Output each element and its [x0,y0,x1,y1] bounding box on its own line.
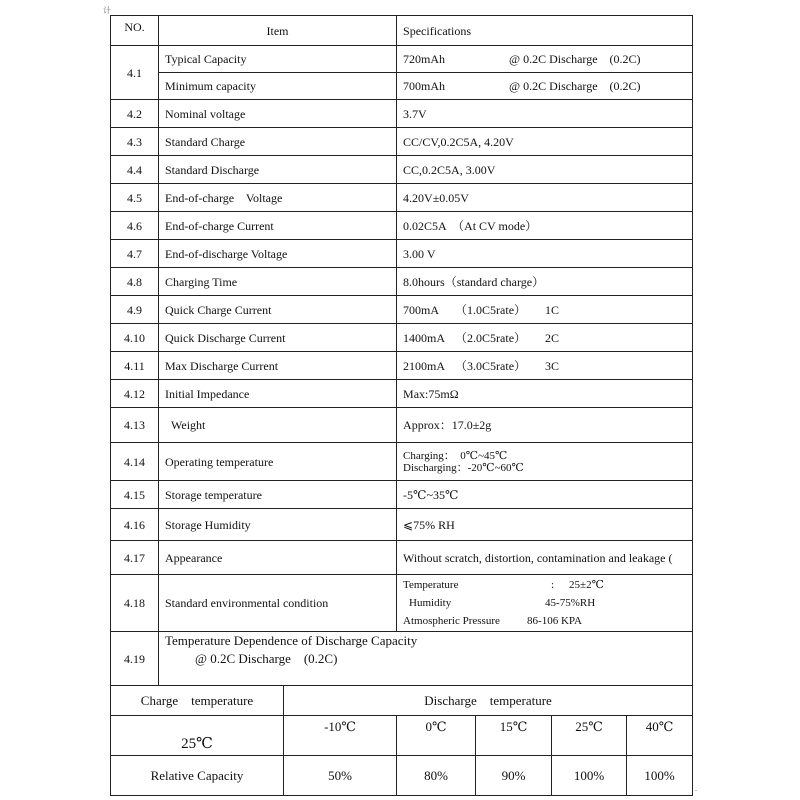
row-spec: ⩽75% RH [397,509,693,541]
min-value: 700mAh [403,79,446,93]
header-item: Item [159,16,397,46]
row-item: Operating temperature [159,443,397,481]
discharge-temp: 15℃ [476,716,552,756]
row-spec: 3.7V [397,100,693,128]
relative-capacity-value: 90% [476,756,552,796]
row-item: End-of-charge Voltage [159,184,397,212]
row-item: Quick Charge Current [159,296,397,324]
temp-dependence-title [159,632,693,686]
spec-row [111,575,693,632]
spec-table [110,15,693,796]
row-no: 4.18 [111,575,159,632]
row-no: 4.13 [111,408,159,443]
discharge-temp: 40℃ [627,716,693,756]
row-spec: 4.20V±0.05V [397,184,693,212]
row-no: 4.5 [111,184,159,212]
row-item: Initial Impedance [159,380,397,408]
row-item: Standard Discharge [159,156,397,184]
row-item: Typical Capacity [159,46,397,73]
discharging-range: Discharging：-20℃~60℃ [403,461,524,474]
row-spec: 8.0hours（standard charge） [397,268,693,296]
spec-row [111,268,693,296]
row-item: Nominal voltage [159,100,397,128]
discharge-temp-header: Discharge temperature [284,686,693,716]
row-item: Minimum capacity [159,73,397,100]
row-no: 4.1 [111,46,159,100]
c-multiple: 2C [545,330,560,345]
spec-row [111,100,693,128]
spec-row-4-1-typ [111,46,693,73]
temp-values-row [111,716,693,756]
relative-capacity-value: 50% [284,756,397,796]
env-colon: : [551,579,555,591]
end-dot: . [695,784,697,793]
row-spec [397,73,693,100]
env-humidity-value: 45-75%RH [545,597,596,609]
row-no: 4.17 [111,541,159,575]
row-spec [397,575,693,632]
row-item: Appearance [159,541,397,575]
row-spec [397,352,693,380]
current-value: 700mA [403,302,440,317]
discharge-temp: 25℃ [552,716,627,756]
c-rate: （1.0C5rate） [455,302,527,317]
row-no: 4.2 [111,100,159,128]
row-item: Max Discharge Current [159,352,397,380]
env-temp-label: Temperature [403,579,459,591]
relative-capacity-row [111,756,693,796]
row-no: 4.16 [111,509,159,541]
row-no: 4.7 [111,240,159,268]
current-value: 2100mA [403,358,446,373]
row-no: 4.10 [111,324,159,352]
env-temp-value: 25±2℃ [569,579,604,591]
discharge-temp: -10℃ [284,716,397,756]
spec-row [111,443,693,481]
spec-row [111,408,693,443]
relative-capacity-label: Relative Capacity [111,756,284,796]
row-no: 4.8 [111,268,159,296]
row-no: 4.6 [111,212,159,240]
corner-mark: 计 [103,6,111,15]
current-value: 1400mA [403,330,446,345]
c-rate: （3.0C5rate） [455,358,527,373]
spec-row [111,240,693,268]
spec-row [111,184,693,212]
row-spec [397,443,693,481]
spec-row [111,509,693,541]
relative-capacity-value: 80% [397,756,476,796]
temp-dependence-heading: Temperature Dependence of Discharge Capacity [165,633,418,648]
env-humidity-label: Humidity [409,597,452,609]
c-multiple: 1C [545,302,560,317]
env-pressure-value: 86-106 KPA [527,615,582,627]
min-condition: @ 0.2C Discharge (0.2C) [509,79,641,93]
spec-row-4-1-min [111,73,693,100]
env-pressure-label: Atmospheric Pressure [403,615,500,627]
spec-row [111,352,693,380]
discharge-temp: 0℃ [397,716,476,756]
typ-value: 720mAh [403,52,446,66]
charge-temp-header: Charge temperature [111,686,284,716]
relative-capacity-value: 100% [552,756,627,796]
row-no: 4.4 [111,156,159,184]
row-spec: 0.02C5A （At CV mode） [397,212,693,240]
row-item: End-of-charge Current [159,212,397,240]
header-row [111,16,693,46]
row-item: Quick Discharge Current [159,324,397,352]
row-item: End-of-discharge Voltage [159,240,397,268]
row-spec [397,46,693,73]
spec-row [111,541,693,575]
row-no: 4.11 [111,352,159,380]
header-spec: Specifications [397,16,693,46]
row-no: 4.12 [111,380,159,408]
row-spec: CC/CV,0.2C5A, 4.20V [397,128,693,156]
row-item: Standard environmental condition [159,575,397,632]
row-no: 4.9 [111,296,159,324]
row-spec: Max:75mΩ [397,380,693,408]
row-spec: 3.00 V [397,240,693,268]
row-item: Storage temperature [159,481,397,509]
row-item: Storage Humidity [159,509,397,541]
row-spec: Without scratch, distortion, contamination and leakage ( [397,541,693,575]
relative-capacity-value: 100% [627,756,693,796]
temp-dependence-sub: @ 0.2C Discharge (0.2C) [195,651,338,666]
spec-row [111,380,693,408]
temp-header-row [111,686,693,716]
spec-row [111,128,693,156]
row-spec: -5℃~35℃ [397,481,693,509]
row-spec [397,296,693,324]
row-item: Charging Time [159,268,397,296]
spec-row [111,156,693,184]
typ-condition: @ 0.2C Discharge (0.2C) [509,52,641,66]
spec-row-4-19 [111,632,693,686]
charging-range: Charging： 0℃~45℃ [403,449,508,462]
row-spec [397,324,693,352]
c-multiple: 3C [545,358,560,373]
c-rate: （2.0C5rate） [455,330,527,345]
header-no: NO. [111,16,159,46]
row-item: Weight [159,408,397,443]
spec-row [111,296,693,324]
row-no: 4.15 [111,481,159,509]
row-no: 4.14 [111,443,159,481]
row-item: Standard Charge [159,128,397,156]
row-no: 4.19 [111,632,159,686]
charge-temp-value: 25℃ [111,716,284,756]
spec-row [111,324,693,352]
row-spec: CC,0.2C5A, 3.00V [397,156,693,184]
spec-row [111,212,693,240]
row-no: 4.3 [111,128,159,156]
spec-row [111,481,693,509]
row-spec: Approx：17.0±2g [397,408,693,443]
